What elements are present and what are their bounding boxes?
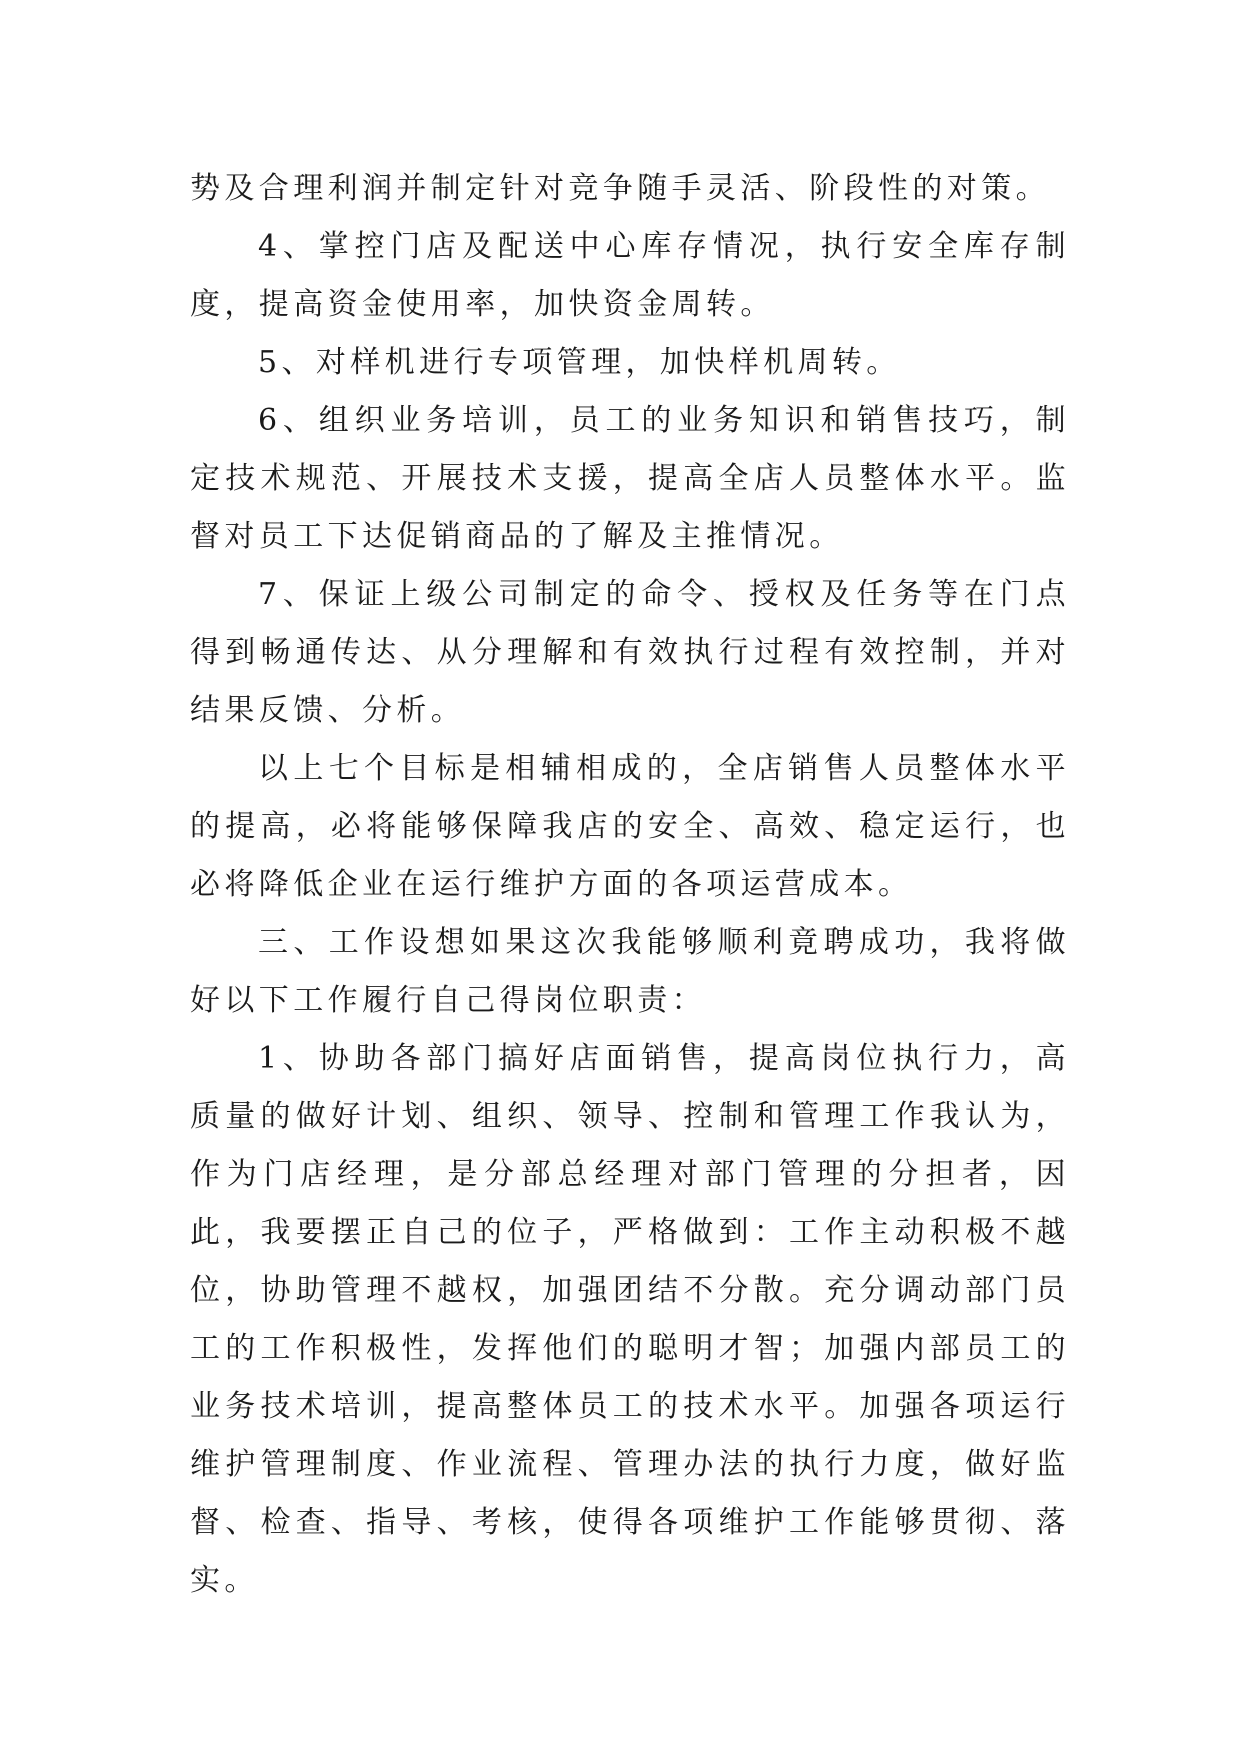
paragraph-summary: 以上七个目标是相辅相成的，全店销售人员整体水平的提高，必将能够保障我店的安全、高效、稳定运行，也必将降低企业在运行维护方面的各项运营成本。	[190, 751, 1070, 902]
document-body	[190, 160, 1070, 1610]
paragraph-section-three: 三、工作设想如果这次我能够顺利竟聘成功，我将做好以下工作履行自己得岗位职责：	[190, 925, 1070, 1018]
paragraph-item-5: 5、对样机进行专项管理，加快样机周转。	[258, 345, 901, 380]
paragraph-item-4: 4、掌控门店及配送中心库存情况，执行安全库存制度，提高资金使用率，加快资金周转。	[190, 229, 1070, 322]
paragraph-item-6: 6、组织业务培训，员工的业务知识和销售技巧，制定技术规范、开展技术支援，提高全店人员整体水平。监督对员工下达促销商品的了解及主推情况。	[190, 403, 1070, 554]
paragraph-item-1: 1、协助各部门搞好店面销售，提高岗位执行力，高质量的做好计划、组织、领导、控制和管理工作我认为，作为门店经理，是分部总经理对部门管理的分担者，因此，我要摆正自己的位子，严格做到：工作主动积极不越位，协助管理不越权，加强团结不分散。充分调动部门员工的工作积极性，发挥他们的聪明才智；加强内部员工的业务技术培训，提高整体员工的技术水平。加强各项运行维护管理制度、作业流程、管理办法的执行力度，做好监督、检查、指导、考核，使得各项维护工作能够贯彻、落实。	[190, 1041, 1070, 1598]
paragraph-item-7: 7、保证上级公司制定的命令、授权及任务等在门点得到畅通传达、从分理解和有效执行过程有效控制，并对结果反馈、分析。	[190, 577, 1070, 728]
paragraph-continuation: 势及合理利润并制定针对竞争随手灵活、阶段性的对策。	[190, 171, 1050, 206]
